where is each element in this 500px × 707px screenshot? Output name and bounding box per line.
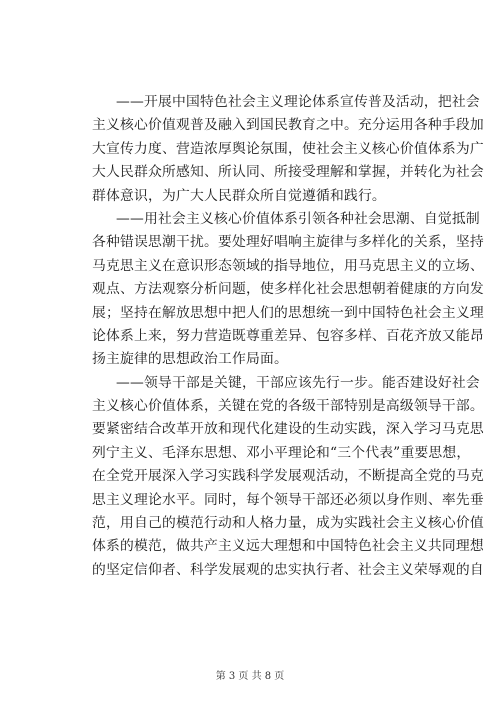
text-line: 主义核心价值观普及融入到国民教育之中。充分运用各种手段加 bbox=[92, 117, 484, 134]
paragraph-propaganda bbox=[92, 91, 484, 208]
text-line: 体系的模范，做共产主义远大理想和中国特色社会主义共同理想 bbox=[92, 538, 484, 555]
text-line: 马克思主义在意识形态领域的指导地位，用马克思主义的立场、 bbox=[92, 257, 484, 274]
text-line: 列宁主义、毛泽东思想、邓小平理论和“三个代表”重要思想， bbox=[92, 444, 471, 461]
text-line: ——开展中国特色社会主义理论体系宣传普及活动，把社会 bbox=[116, 94, 480, 110]
text-line: 扬主旋律的思想政治工作局面。 bbox=[92, 351, 288, 368]
page-number-footer: 第 3 页 共 8 页 bbox=[215, 671, 285, 682]
text-line: 大人民群众所感知、所认同、所接受理解和掌握，并转化为社会 bbox=[92, 164, 484, 181]
text-line: 主义核心价值体系，关键在党的各级干部特别是高级领导干部。 bbox=[92, 398, 484, 415]
text-line: 展；坚持在解放思想中把人们的思想统一到中国特色社会主义理 bbox=[92, 304, 484, 321]
text-line: 在全党开展深入学习实践科学发展观活动，不断提高全党的马克 bbox=[92, 468, 484, 485]
text-line: 各种错误思潮干扰。要处理好唱响主旋律与多样化的关系，坚持 bbox=[92, 234, 484, 251]
text-line: 思主义理论水平。同时，每个领导干部还必须以身作则、率先垂 bbox=[92, 491, 484, 508]
text-line: 观点、方法观察分析问题，使多样化社会思想朝着健康的方向发 bbox=[92, 281, 484, 298]
text-line: 的坚定信仰者、科学发展观的忠实执行者、社会主义荣辱观的自 bbox=[92, 561, 484, 578]
paragraph-social-trends bbox=[92, 208, 484, 372]
text-line: ——领导干部是关键，干部应该先行一步。能否建设好社会 bbox=[116, 374, 480, 391]
text-line: 要紧密结合改革开放和现代化建设的生动实践，深入学习马克思 bbox=[92, 421, 484, 438]
document-body bbox=[92, 91, 484, 582]
text-line: ——用社会主义核心价值体系引领各种社会思潮、自觉抵制 bbox=[116, 210, 480, 227]
paragraph-leading-cadres bbox=[92, 372, 484, 583]
text-line: 论体系上来，努力营造既尊重差异、包容多样、百花齐放又能昂 bbox=[92, 327, 484, 344]
text-line: 范，用自己的模范行动和人格力量，成为实践社会主义核心价值 bbox=[92, 515, 484, 532]
text-line: 大宣传力度、营造浓厚舆论氛围，使社会主义核心价值体系为广 bbox=[92, 140, 484, 157]
text-line: 群体意识，为广大人民群众所自觉遵循和践行。 bbox=[92, 187, 386, 204]
